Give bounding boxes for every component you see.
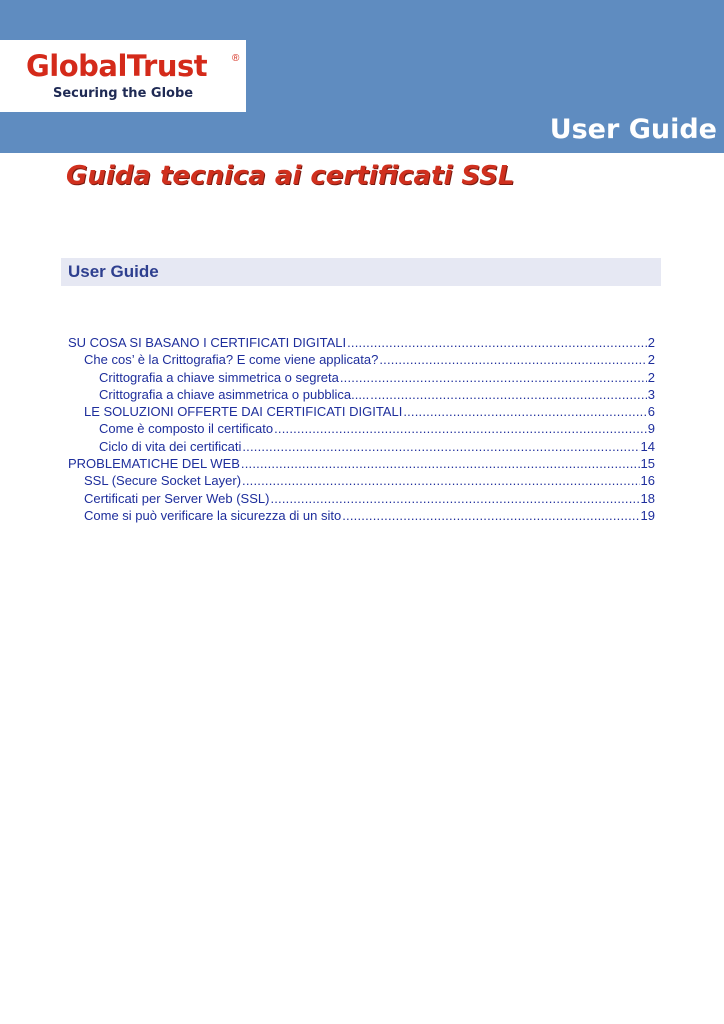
toc-entry-page: 18 [640, 490, 655, 506]
toc-entry[interactable] [68, 386, 655, 403]
section-title: User Guide [68, 262, 159, 281]
toc-entry[interactable] [68, 403, 655, 420]
toc-entry-text: Certificati per Server Web (SSL) [84, 490, 270, 506]
table-of-contents [68, 334, 655, 524]
toc-leader-dots [379, 351, 646, 368]
toc-entry[interactable] [68, 472, 655, 489]
toc-entry-text: SU COSA SI BASANO I CERTIFICATI DIGITALI [68, 335, 347, 350]
toc-entry-text: Come si può verificare la sicurezza di un sito [84, 507, 342, 523]
toc-leader-dots [342, 507, 639, 524]
toc-entry-page: 14 [640, 438, 655, 454]
toc-entry-page: 2 [647, 335, 655, 350]
toc-entry[interactable] [68, 369, 655, 386]
toc-entry-text: Che cos’ è la Crittografia? E come viene applicata? [84, 352, 379, 368]
toc-leader-dots [242, 472, 639, 489]
toc-leader-dots [370, 386, 647, 403]
header-guide-label: User Guide [549, 114, 717, 145]
toc-leader-dots [241, 455, 640, 472]
toc-entry-text: PROBLEMATICHE DEL WEB [68, 456, 240, 472]
document-title: Guida tecnica ai certificati SSL [66, 161, 515, 191]
toc-leader-dots [340, 369, 647, 386]
toc-entry-page: 2 [647, 352, 655, 368]
toc-entry[interactable] [68, 420, 655, 437]
toc-leader-dots [403, 403, 646, 420]
logo-tagline: Securing the Globe [53, 86, 194, 101]
toc-entry-text: LE SOLUZIONI OFFERTE DAI CERTIFICATI DIGITALI [84, 404, 403, 420]
toc-entry-page: 16 [640, 473, 655, 489]
toc-entry[interactable] [68, 490, 655, 507]
logo-registered-mark: ® [232, 53, 240, 64]
toc-entry-text: Ciclo di vita dei certificati [99, 438, 242, 454]
toc-entry[interactable] [68, 507, 655, 524]
toc-entry-page: 2 [647, 369, 655, 385]
toc-entry-text: SSL (Secure Socket Layer) [84, 473, 242, 489]
toc-entry[interactable] [68, 455, 655, 472]
toc-entry-text: Crittografia a chiave asimmetrica o pubblica..... [99, 386, 370, 402]
toc-entry-page: 15 [640, 456, 655, 472]
toc-leader-dots [242, 438, 639, 455]
toc-entry-page: 19 [640, 507, 655, 523]
logo-brand-name: GlobalTrust [26, 49, 208, 83]
toc-leader-dots [270, 490, 639, 507]
toc-entry-text: Come è composto il certificato [99, 421, 274, 437]
toc-entry-page: 6 [647, 404, 655, 420]
toc-entry-page: 3 [647, 386, 655, 402]
toc-entry[interactable] [68, 351, 655, 368]
toc-leader-dots [347, 334, 647, 351]
toc-entry[interactable] [68, 438, 655, 455]
toc-leader-dots [274, 420, 647, 437]
toc-entry-text: Crittografia a chiave simmetrica o segreta [99, 369, 339, 385]
toc-entry-page: 9 [647, 421, 655, 437]
toc-entry[interactable] [68, 334, 655, 351]
